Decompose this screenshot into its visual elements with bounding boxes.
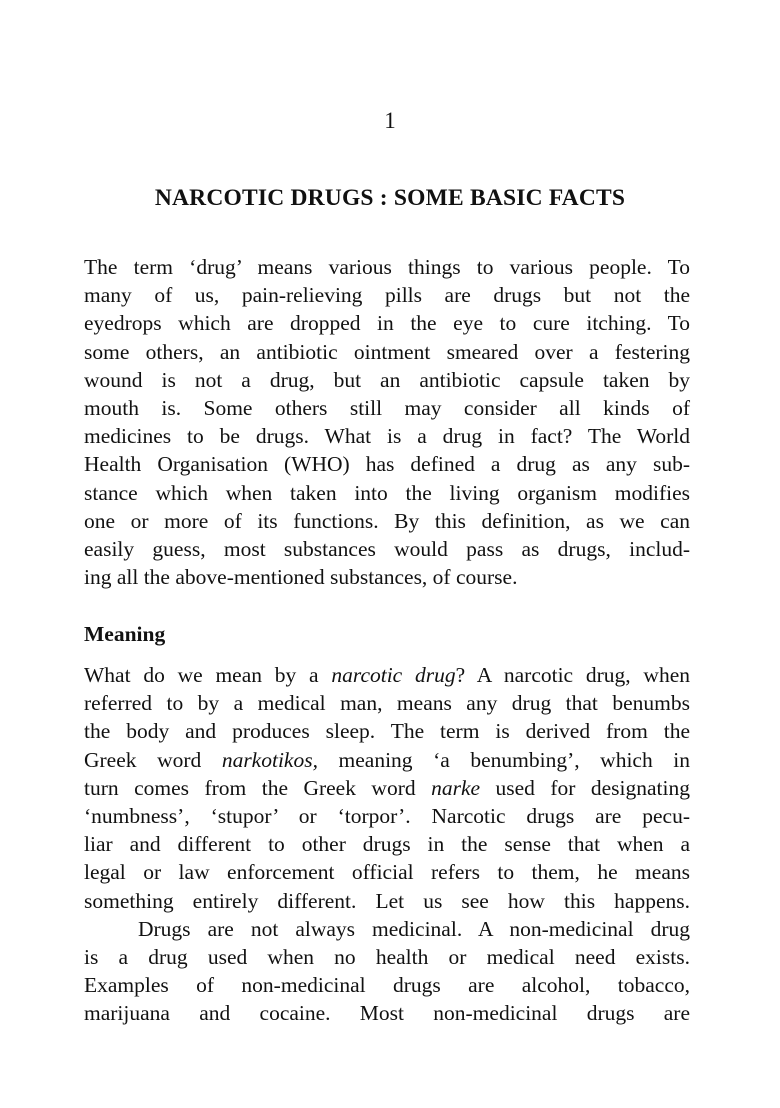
- text-line: some others, an antibiotic ointment smeared over a festering: [84, 339, 690, 364]
- text-run: turn comes from the Greek word: [84, 775, 432, 800]
- italic-term: narcotic drug: [331, 663, 456, 687]
- text-line: liar and different to other drugs in the sense that when a: [84, 832, 690, 857]
- meaning-paragraph: [84, 661, 690, 1027]
- text-line: wound is not a drug, but an antibiotic capsule taken by: [84, 367, 690, 392]
- text-line: [84, 774, 690, 802]
- text-line: the body and produces sleep. The term is derived from the: [84, 719, 690, 744]
- text-line: legal or law enforcement official refers to them, he means: [84, 860, 690, 885]
- text-line: Health Organisation (WHO) has defined a drug as any sub-: [84, 452, 690, 477]
- text-line: one or more of its functions. By this definition, as we can: [84, 508, 690, 533]
- text-line: stance which when taken into the living organism modifies: [84, 480, 690, 505]
- text-run: What do we mean by a: [84, 663, 332, 687]
- text-line: Examples of non-medicinal drugs are alcohol, tobacco,: [84, 973, 690, 998]
- text-line: medicines to be drugs. What is a drug in fact? The World: [84, 424, 690, 449]
- text-line: The term ‘drug’ means various things to various people. To: [84, 255, 690, 279]
- page-number: 1: [384, 108, 396, 133]
- text-line: many of us, pain-relieving pills are drugs but not the: [84, 283, 690, 308]
- text-line: mouth is. Some others still may consider all kinds of: [84, 395, 690, 420]
- text-run: used for designating: [480, 775, 691, 800]
- intro-paragraph: [84, 253, 690, 591]
- text-line: ‘numbness’, ‘stupor’ or ‘torpor’. Narcotic drugs are pecu-: [84, 803, 690, 828]
- text-line: easily guess, most substances would pass as drugs, includ-: [84, 536, 690, 561]
- text-run: Greek word: [84, 747, 222, 772]
- text-run: ? A narcotic drug, when: [455, 663, 691, 687]
- text-line: eyedrops which are dropped in the eye to cure itching. To: [84, 311, 690, 336]
- text-line: referred to by a medical man, means any drug that benumbs: [84, 691, 690, 716]
- text-line: [84, 746, 690, 774]
- section-heading: Meaning: [84, 622, 166, 646]
- italic-term: narke: [431, 775, 481, 800]
- text-line: ing all the above-mentioned substances, of course.: [84, 565, 518, 590]
- text-run: meaning ‘a benumbing’, which in: [317, 747, 690, 772]
- text-line: [84, 661, 690, 689]
- text-line: Drugs are not always medicinal. A non-medicinal drug: [138, 916, 690, 941]
- text-line: marijuana and cocaine. Most non-medicinal drugs are: [84, 1001, 690, 1026]
- text-line: is a drug used when no health or medical need exists.: [84, 944, 690, 969]
- chapter-title: NARCOTIC DRUGS : SOME BASIC FACTS: [154, 185, 626, 211]
- text-line: something entirely different. Let us see how this happens.: [84, 888, 690, 913]
- italic-term: narkotikos,: [221, 747, 318, 772]
